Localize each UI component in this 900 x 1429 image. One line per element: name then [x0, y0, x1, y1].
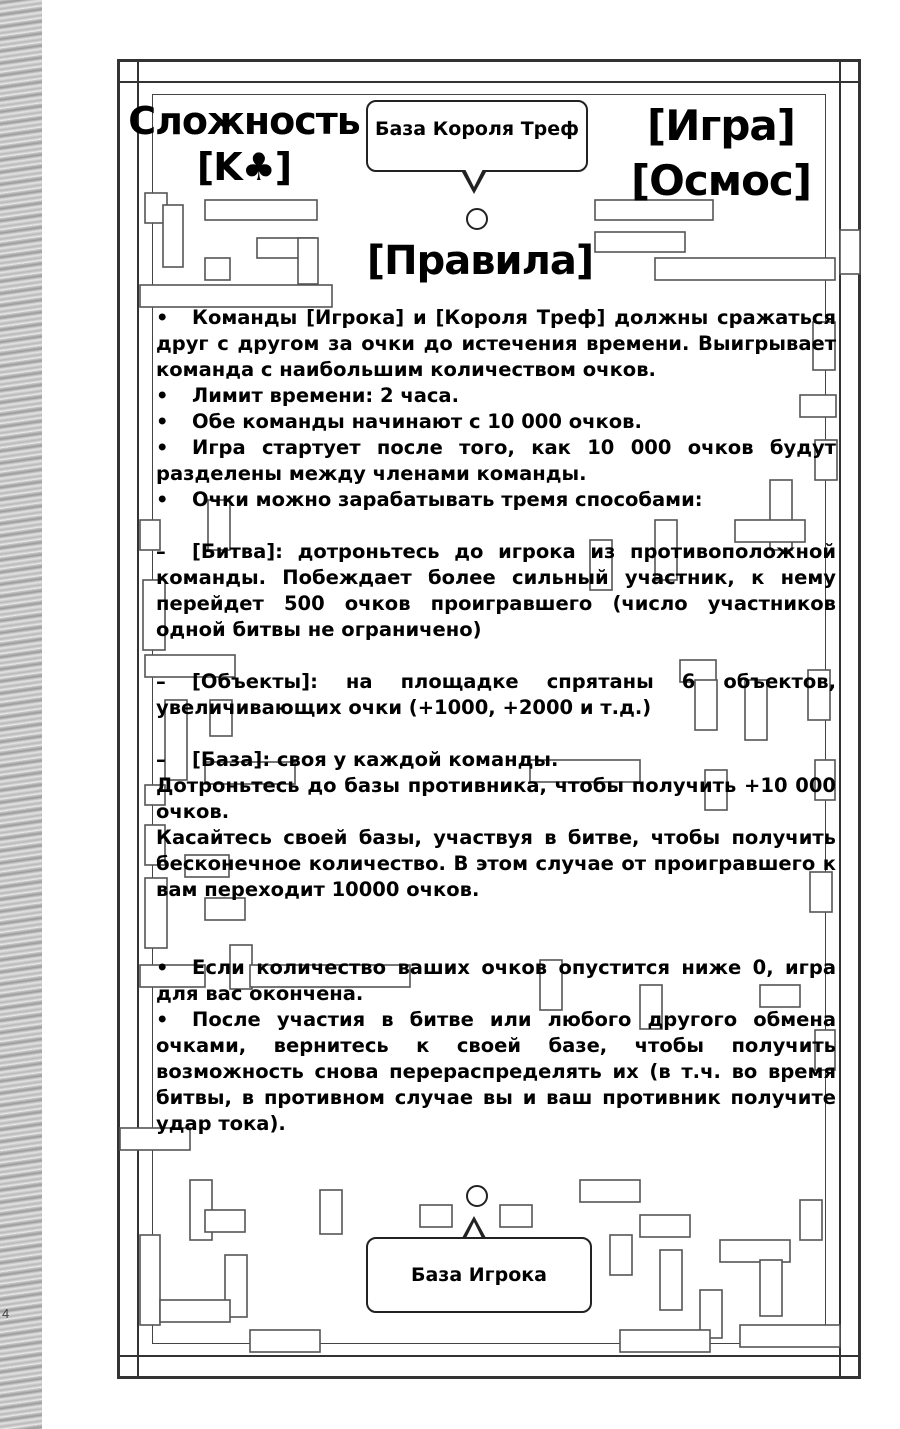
- rule-item: • Команды [Игрока] и [Короля Треф] должны сражаться друг с другом за очки до истечения времени. Выигрывает команда с наибольшим количеством очков.: [156, 306, 836, 381]
- dash-icon: –: [156, 540, 166, 563]
- bullet-icon: •: [156, 488, 169, 511]
- bullet-icon: •: [156, 956, 169, 979]
- enemy-base-marker: [466, 208, 488, 230]
- game-title-line-1: [Игра]: [647, 101, 795, 150]
- page-number: 4: [2, 1306, 10, 1321]
- enemy-base-bubble: База Короля Треф: [366, 100, 588, 172]
- player-base-marker: [466, 1185, 488, 1207]
- difficulty-heading: [128, 98, 360, 190]
- dash-icon: –: [156, 670, 166, 693]
- player-base-bubble: База Игрока: [366, 1237, 592, 1313]
- bullet-icon: •: [156, 306, 169, 329]
- rule-item: • Игра стартует после того, как 10 000 очков будут разделены между членами команды.: [156, 436, 836, 485]
- method-objects: – [Объекты]: на площадке спрятаны 6 объектов, увеличивающих очки (+1000, +2000 и т.д.): [156, 670, 836, 719]
- difficulty-label: Сложность: [128, 99, 360, 143]
- dash-icon: –: [156, 748, 166, 771]
- player-base-bubble-tail: [462, 1216, 486, 1238]
- method-battle: – [Битва]: дотроньтесь до игрока из противоположной команды. Побеждает более сильный участник, к нему перейдет 500 очков проигравшего (число участников одной битвы не ограничено): [156, 540, 836, 641]
- bullet-icon: •: [156, 384, 169, 407]
- rules-text: [156, 305, 836, 1137]
- rule-item: • Лимит времени: 2 часа.: [156, 384, 459, 407]
- rule-item: • Обе команды начинают с 10 000 очков.: [156, 410, 642, 433]
- bullet-icon: •: [156, 410, 169, 433]
- method-base: – [База]: своя у каждой команды.: [156, 748, 559, 771]
- rule-item: • Если количество ваших очков опустится ниже 0, игра для вас окончена.: [156, 956, 836, 1005]
- bullet-icon: •: [156, 436, 169, 459]
- difficulty-rank: [K♣]: [196, 145, 292, 189]
- rules-title: [Правила]: [366, 238, 594, 284]
- enemy-base-bubble-tail: [462, 172, 486, 194]
- method-base-detail: Касайтесь своей базы, участвуя в битве, чтобы получить бесконечное количество. В этом случае от проигравшего к вам переходит 10000 очков.: [156, 826, 836, 901]
- rule-item: • После участия в битве или любого другого обмена очками, вернитесь к своей базе, чтобы получить возможность снова перераспределять их (в т.ч. во время битвы, в противном случае вы и ваш противник получите удар тока).: [156, 1008, 836, 1135]
- game-title: [616, 98, 826, 208]
- bullet-icon: •: [156, 1008, 169, 1031]
- method-base-detail: Дотроньтесь до базы противника, чтобы получить +10 000 очков.: [156, 774, 836, 823]
- rule-item: • Очки можно зарабатывать тремя способами:: [156, 488, 703, 511]
- game-title-line-2: [Осмос]: [630, 156, 812, 205]
